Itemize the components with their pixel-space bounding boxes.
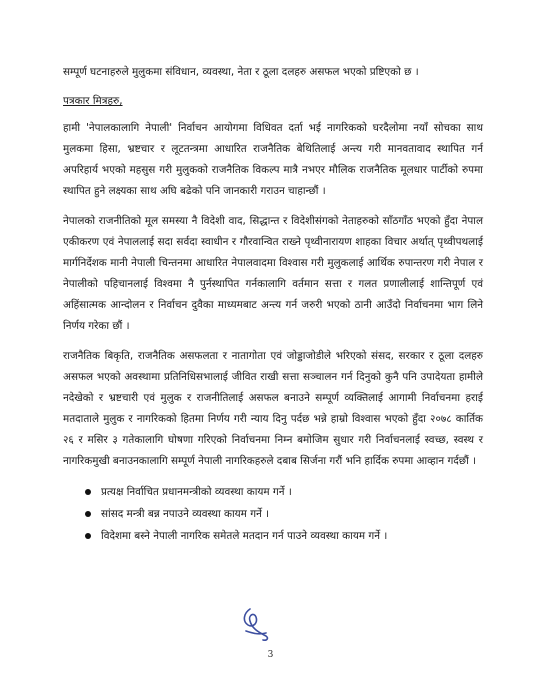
page-number: 3 <box>267 650 274 660</box>
paragraph-political-problem: नेपालको राजनीतिको मूल समस्या नै विदेशी वाद, सिद्धान्त र विदेशीसंगको नेताहरुको साँठगाँठ भएको हुँदा नेपाल एकीकरण एवं नेपाललाई सदा सर्वदा स्वाधीन र गौरवान्वित राख्ने पृथ्वीनारायण शाहका विचार अर्थात् पृथ्वीपथलाई मार्गनिर्देशक मानी नेपाली चिन्तनमा आधारित नेपालवादमा विश्वास गरी मुलुकलाई आर्थिक रुपान्तरण गरी नेपाल र नेपालीको पहिचानलाई विश्वमा नै पुर्नस्थापित गर्नकालागि वर्तमान सत्ता र गलत प्रणालीलाई शान्तिपूर्ण एवं अहिंसात्मक आन्दोलन र निर्वाचन दुवैका माध्यमबाट अन्त्य गर्न जरुरी भएको ठानी आउँदो निर्वाचनमा भाग लिने निर्णय गरेका छौं । <box>63 215 483 332</box>
bullet-icon <box>85 533 91 539</box>
salutation: पत्रकार मित्रहरु, <box>63 95 123 107</box>
list-item <box>85 481 483 503</box>
list-item-text: सांसद मन्त्री बन्न नपाउने व्यवस्था कायम गर्ने । <box>101 508 270 520</box>
demands-list <box>63 481 483 547</box>
document-body <box>63 62 483 547</box>
bullet-icon <box>85 511 91 517</box>
list-item-text: विदेशमा बस्ने नेपाली नागरिक समेतले मतदान गर्न पाउने व्यवस्था कायम गर्ने । <box>101 530 388 542</box>
bullet-icon <box>85 489 91 495</box>
paragraph-election-appeal: राजनैतिक बिकृति, राजनैतिक असफलता र नातागोता एवं जोड्डाजोडीले भरिएको संसद, सरकार र ठूला दलहरु असफल भएको अवस्थामा प्रतिनिधिसभालाई जीवित राखी सत्ता सञ्चालन गर्न दिनुको कुनै पनि उपादेयता हामीले नदेखेको र भ्रष्टचारी एवं मुलुक र राजनीतिलाई असफल बनाउने सम्पूर्ण व्यक्तिलाई आगामी निर्वाचनमा हराई मतदाताले मुलुक र नागरिकको हितमा निर्णय गरी न्याय दिनु पर्दछ भन्ने हाम्रो विश्वास भएको हुँदा २०७८ कार्तिक २६ र मसिर ३ गतेकालागि घोषणा गरिएको निर्वाचनमा निम्न बमोजिम सुधार गरी निर्वाचनलाई स्वच्छ, स्वस्थ र नागरिकमुखी बनाउनकालागि सम्पूर्ण नेपाली नागरिकहरुले दबाब सिर्जना गरौं भनि हार्दिक रुपमा आव्हान गर्दछौं । <box>63 350 483 467</box>
list-item <box>85 525 483 547</box>
list-item <box>85 503 483 525</box>
signature-mark <box>236 603 276 643</box>
paragraph-party-introduction: हामी 'नेपालकालागि नेपाली' निर्वाचन आयोगमा विधिवत दर्ता भई नागरिकको घरदैलोमा नयाँ सोचका साथ मुलकमा हिसा, भ्रष्टचार र लूटतन्त्रमा आधारित राजनैतिक बेथितिलाई अन्त्य गरी मानवतावाद स्थापित गर्न अपरिहार्य भएको महसुस गरी मुलुकको राजनैतिक विकल्प मात्रै नभएर मौलिक राजनैतिक मूलधार पार्टीको रुपमा स्थापित हुने लक्ष्यका साथ अघि बढेको पनि जानकारी गराउन चाहान्छौं । <box>63 122 483 197</box>
intro-paragraph: सम्पूर्ण घटनाहरुले मुलुकमा संविधान, व्यवस्था, नेता र ठूला दलहरु असफल भएको प्रष्टिएको छ । <box>63 66 419 78</box>
list-item-text: प्रत्यक्ष निर्वाचित प्रधानमन्त्रीको व्यवस्था कायम गर्ने । <box>101 486 292 498</box>
